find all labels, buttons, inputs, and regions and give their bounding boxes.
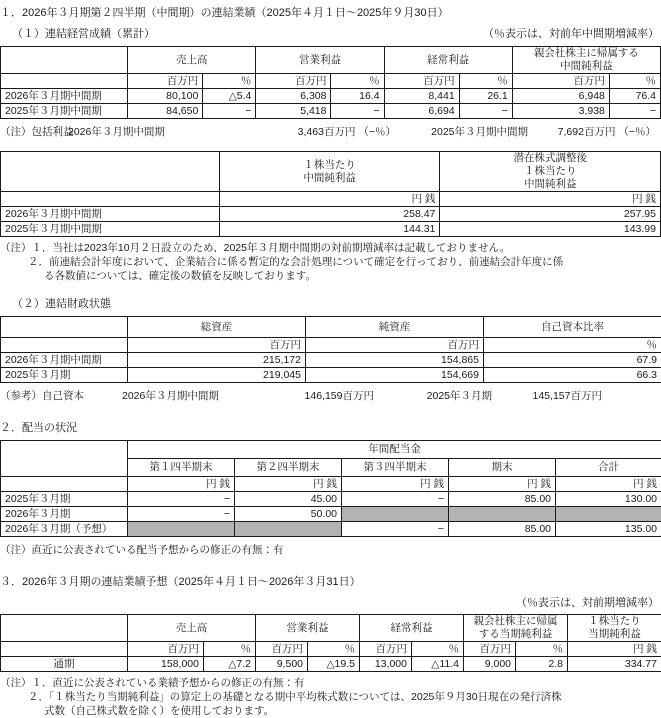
cell-eps-diluted: 257.95	[440, 207, 661, 222]
col-eps-diluted	[440, 152, 661, 192]
equity-reference-period2: 2025年３月期	[374, 389, 492, 403]
financial-position-table	[0, 316, 661, 383]
cell-year-end-shaded	[449, 507, 556, 522]
table-header-row	[1, 47, 661, 74]
cell-net-pct: −	[609, 104, 660, 119]
table-unit-row	[1, 642, 661, 657]
cell-sales-pct: −	[203, 104, 256, 119]
table-row	[1, 368, 661, 383]
corner-cell	[1, 152, 220, 192]
table-header-row	[1, 317, 661, 338]
cell-q3: −	[342, 492, 449, 507]
cell-ord-amount: 8,441	[384, 89, 459, 104]
cell-equity-ratio: 67.9	[484, 353, 661, 368]
cell-sales-amount: 80,100	[128, 89, 203, 104]
col-group-sales: 売上高	[128, 47, 256, 74]
unit-eps-basic: 円 銭	[219, 192, 440, 207]
row-label-fy2026: 2026年３月期	[1, 507, 128, 522]
section1-sub1-row	[0, 27, 661, 42]
col-eps-basic-line2: 中間純利益	[303, 172, 356, 184]
row-label-fy2026-forecast: 2026年３月期（予想）	[1, 522, 128, 537]
spacer	[0, 139, 661, 151]
cell-sales-pct: △7.2	[204, 657, 256, 672]
table-unit-row	[1, 338, 661, 353]
table-unit-row	[1, 477, 661, 492]
unit-op-pct: ％	[308, 642, 360, 657]
row-label-full-year: 通期	[1, 657, 128, 672]
cell-op-amount: 9,500	[256, 657, 308, 672]
section2-heading: ２．配当の状況	[0, 421, 661, 436]
col-group-net-income-line1: 親会社株主に帰属	[474, 615, 558, 627]
unit-sales-amount: 百万円	[128, 74, 203, 89]
comprehensive-income-period2: 2025年３月期中間期	[396, 125, 528, 139]
cell-q1: −	[128, 492, 235, 507]
col-eps-basic-line1: １株当たり	[303, 159, 356, 171]
cell-total: 130.00	[556, 492, 661, 507]
cell-equity-ratio: 66.3	[484, 368, 661, 383]
consolidated-results-table	[0, 46, 661, 119]
col-q1-end: 第１四半期末	[128, 459, 235, 477]
col-year-end: 期末	[449, 459, 556, 477]
table-row	[1, 222, 661, 237]
cell-eps-basic: 258.47	[219, 207, 440, 222]
unit-op-amount: 百万円	[256, 642, 308, 657]
unit-sales-pct: ％	[204, 642, 256, 657]
unit-eps: 円 銭	[568, 642, 661, 657]
col-group-eps-line2: 当期純利益	[588, 628, 641, 640]
cell-ord-amount: 6,694	[384, 104, 459, 119]
equity-reference-period1: 2026年３月期中間期	[122, 389, 282, 403]
cell-eps-basic: 144.31	[219, 222, 440, 237]
section3-note-1: （注）１．直近に公表されている業績予想からの修正の有無：有	[0, 676, 661, 690]
unit-op-pct: ％	[331, 74, 384, 89]
dividend-table	[0, 440, 661, 537]
section1-sub1-heading: （１）連結経営成績（累計）	[0, 27, 661, 42]
col-group-sales: 売上高	[128, 615, 256, 642]
section2-note: （注）直近に公表されている配当予想からの修正の有無：有	[0, 543, 661, 557]
unit-total: 円 銭	[556, 477, 661, 492]
cell-total-assets: 219,045	[128, 368, 306, 383]
cell-q3-shaded	[342, 507, 449, 522]
section1-sub2-heading: （２）連結財政状態	[0, 297, 661, 312]
table-row	[1, 507, 661, 522]
unit-eps-diluted: 円 銭	[440, 192, 661, 207]
unit-q1: 円 銭	[128, 477, 235, 492]
row-label-fy2025: 2025年３月期	[1, 492, 128, 507]
cell-ord-pct: −	[459, 104, 512, 119]
unit-q2: 円 銭	[235, 477, 342, 492]
unit-row-label	[1, 338, 128, 353]
cell-year-end: 85.00	[449, 492, 556, 507]
corner-cell	[1, 615, 128, 642]
col-eps-basic	[219, 152, 440, 192]
table-row	[1, 104, 661, 119]
unit-net-pct: ％	[609, 74, 660, 89]
cell-op-pct: △19.5	[308, 657, 360, 672]
col-group-net-income	[464, 615, 568, 642]
unit-ord-amount: 百万円	[360, 642, 412, 657]
col-eps-diluted-line3: 中間純利益	[524, 178, 577, 190]
corner-cell	[1, 441, 128, 477]
unit-sales-amount: 百万円	[128, 642, 204, 657]
equity-reference-value2: 145,157百万円	[492, 389, 602, 403]
cell-op-amount: 5,418	[256, 104, 331, 119]
table-header-row	[1, 152, 661, 192]
cell-q2: 50.00	[235, 507, 342, 522]
col-group-ordinary-income: 経常利益	[360, 615, 464, 642]
table-header-row	[1, 615, 661, 642]
equity-reference-note	[0, 389, 661, 403]
cell-eps: 334.77	[568, 657, 661, 672]
equity-reference-prefix: （参考）自己資本	[0, 389, 122, 403]
cell-year-end: 85.00	[449, 522, 556, 537]
section1-heading: １．2026年３月期第２四半期（中間期）の連結業績（2025年４月１日～2025年９月30日）	[0, 6, 661, 21]
col-group-net-income-line1: 親会社株主に帰属する	[534, 47, 639, 59]
cell-q3: −	[342, 522, 449, 537]
unit-net-amount: 百万円	[512, 74, 609, 89]
corner-cell	[1, 47, 128, 74]
section3-percent-note: （％表示は、対前期増減率）	[0, 596, 661, 610]
spacer	[0, 557, 661, 571]
table-row	[1, 492, 661, 507]
col-q3-end: 第３四半期末	[342, 459, 449, 477]
cell-net-assets: 154,669	[306, 368, 484, 383]
cell-ord-amount: 13,000	[360, 657, 412, 672]
cell-net-amount: 9,000	[464, 657, 516, 672]
section3-note-2-cont: 式数（自己株式数を除く）を使用しております。	[0, 704, 661, 718]
cell-sales-pct: △5.4	[203, 89, 256, 104]
col-group-eps	[568, 615, 661, 642]
cell-net-pct: 2.8	[516, 657, 568, 672]
col-eps-diluted-line1: 潜在株式調整後	[513, 152, 587, 164]
table-row	[1, 89, 661, 104]
unit-ord-amount: 百万円	[384, 74, 459, 89]
cell-net-pct: 76.4	[609, 89, 660, 104]
unit-year-end: 円 銭	[449, 477, 556, 492]
col-total-assets: 総資産	[128, 317, 306, 338]
unit-net-amount: 百万円	[464, 642, 516, 657]
cell-op-pct: −	[331, 104, 384, 119]
cell-net-assets: 154,865	[306, 353, 484, 368]
table-unit-row	[1, 74, 661, 89]
table-header-row	[1, 441, 661, 459]
row-label-fy2025-interim: 2025年３月期中間期	[1, 104, 128, 119]
corner-cell	[1, 317, 128, 338]
comprehensive-income-period1: 2026年３月期中間期	[68, 125, 240, 139]
col-q2-end: 第２四半期末	[235, 459, 342, 477]
unit-row-label	[1, 192, 220, 207]
table-row	[1, 522, 661, 537]
cell-total-assets: 215,172	[128, 353, 306, 368]
cell-ord-pct: △11.4	[412, 657, 464, 672]
unit-sales-pct: ％	[203, 74, 256, 89]
unit-net-assets: 百万円	[306, 338, 484, 353]
equity-reference-value1: 146,159百万円	[282, 389, 374, 403]
unit-net-pct: ％	[516, 642, 568, 657]
unit-op-amount: 百万円	[256, 74, 331, 89]
cell-q1: −	[128, 507, 235, 522]
cell-op-amount: 6,308	[256, 89, 331, 104]
cell-eps-diluted: 143.99	[440, 222, 661, 237]
col-group-operating-income: 営業利益	[256, 615, 360, 642]
row-label-fy2026-interim: 2026年３月期中間期	[1, 89, 128, 104]
col-group-operating-income: 営業利益	[256, 47, 384, 74]
section1-note-2: ２．前連結会計年度において、企業結合に係る暫定的な会計処理について確定を行っており、前連結会計年度に係	[0, 255, 661, 269]
col-group-annual-dividend: 年間配当金	[128, 441, 661, 459]
row-label-fy2026-interim: 2026年３月期中間期	[1, 353, 128, 368]
cell-ord-pct: 26.1	[459, 89, 512, 104]
row-label-fy2025-interim: 2025年３月期中間期	[1, 222, 220, 237]
table-row	[1, 657, 661, 672]
comprehensive-income-value1: 3,463百万円 （−％）	[240, 125, 396, 139]
row-label-fy2026-interim: 2026年３月期中間期	[1, 207, 220, 222]
cell-q1-shaded	[128, 522, 235, 537]
col-total: 合計	[556, 459, 661, 477]
cell-q2: 45.00	[235, 492, 342, 507]
col-equity-ratio: 自己資本比率	[484, 317, 661, 338]
cell-net-amount: 6,948	[512, 89, 609, 104]
cell-sales-amount: 158,000	[128, 657, 204, 672]
section1-percent-note: （％表示は、対前年中間期増減率）	[483, 27, 659, 41]
forecast-table	[0, 614, 661, 672]
col-net-assets: 純資産	[306, 317, 484, 338]
comprehensive-income-note	[0, 125, 661, 139]
row-label-fy2025: 2025年３月期	[1, 368, 128, 383]
table-row	[1, 207, 661, 222]
cell-sales-amount: 84,650	[128, 104, 203, 119]
cell-total: 135.00	[556, 522, 661, 537]
table-row	[1, 353, 661, 368]
section3-note-2: ２．「１株当たり当期純利益」の算定上の基礎となる期中平均株式数については、2025年９月30日現在の発行済株	[0, 690, 661, 704]
comprehensive-income-prefix: （注）包括利益	[0, 125, 68, 139]
col-group-net-income-line2: する当期純利益	[479, 628, 553, 640]
comprehensive-income-value2: 7,692百万円 （−％）	[528, 125, 656, 139]
unit-row-label	[1, 74, 128, 89]
section1-note-2-cont: る各数値については、確定後の数値を反映しております。	[0, 269, 661, 283]
unit-row-label	[1, 477, 128, 492]
col-group-net-income	[512, 47, 660, 74]
cell-q2-shaded	[235, 522, 342, 537]
eps-table	[0, 151, 661, 237]
col-group-eps-line1: １株当たり	[588, 615, 641, 627]
unit-equity-ratio: ％	[484, 338, 661, 353]
table-unit-row	[1, 192, 661, 207]
unit-q3: 円 銭	[342, 477, 449, 492]
section1-note-1: （注）１．当社は2023年10月２日設立のため、2025年３月期中間期の対前期増減率は記載しておりません。	[0, 241, 661, 255]
col-group-net-income-line2: 中間純利益	[560, 60, 613, 72]
unit-ord-pct: ％	[412, 642, 464, 657]
col-eps-diluted-line2: １株当たり	[524, 165, 577, 177]
cell-total-shaded	[556, 507, 661, 522]
section3-heading: ３．2026年３月期の連結業績予想（2025年４月１日～2026年３月31日）	[0, 575, 661, 590]
unit-total-assets: 百万円	[128, 338, 306, 353]
unit-ord-pct: ％	[459, 74, 512, 89]
col-group-ordinary-income: 経常利益	[384, 47, 512, 74]
spacer	[0, 403, 661, 417]
spacer	[0, 283, 661, 297]
cell-net-amount: 3,938	[512, 104, 609, 119]
unit-row-label	[1, 642, 128, 657]
cell-op-pct: 16.4	[331, 89, 384, 104]
